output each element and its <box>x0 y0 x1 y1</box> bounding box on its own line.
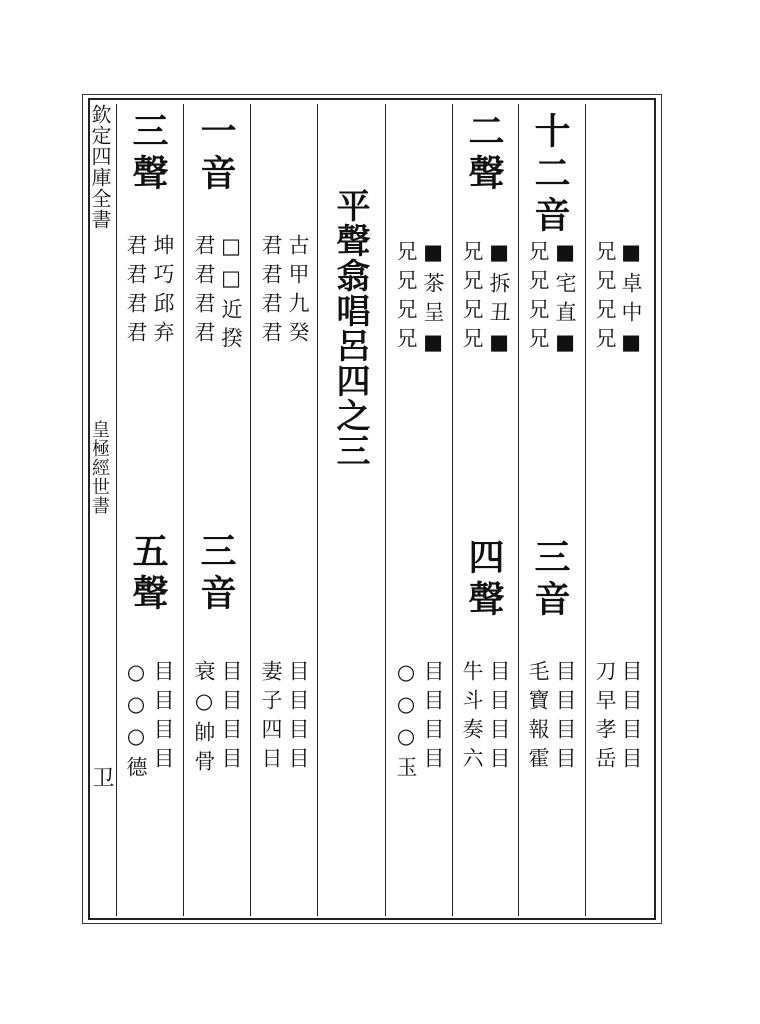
c8-bottom-row1: 目目目目 <box>151 660 175 776</box>
c8-mid-header: 五聲 <box>127 532 169 616</box>
c7-row2: 君君君君 <box>192 234 216 350</box>
c7-header: 一音 <box>195 112 237 196</box>
c3-row2: 兄兄兄兄 <box>460 240 484 356</box>
c6-row2: 君君君君 <box>259 234 283 350</box>
c2-mid-header: 三音 <box>529 538 571 622</box>
c3-top: ■拆丑■ <box>487 240 511 362</box>
column-divider <box>317 104 318 916</box>
column-divider <box>183 104 184 916</box>
c1-row2: 兄兄兄兄 <box>593 240 617 356</box>
c2-row2: 兄兄兄兄 <box>526 240 550 356</box>
c2-header: 十二音 <box>529 112 571 238</box>
column-divider <box>116 104 117 916</box>
c4-top: ■茶呈■ <box>421 240 445 362</box>
c1-bottom-row1: 目目目目 <box>619 660 643 776</box>
c4-bottom-row1: 目目目目 <box>421 660 445 776</box>
c2-bottom-row1: 目目目目 <box>553 660 577 776</box>
c7-bottom-row1: 目目目目 <box>219 660 243 776</box>
c6-bottom-row1: 目目目目 <box>286 660 310 776</box>
column-divider <box>518 104 519 916</box>
c8-top: 坤巧邱弃 <box>151 234 175 350</box>
page-title: 平聲翕唱呂四之三 <box>330 188 370 468</box>
c7-bottom-row2: 衰○帥骨 <box>192 660 216 779</box>
c1-top: ■卓中■ <box>619 240 643 362</box>
c1-bottom-row2: 刀早孝岳 <box>593 660 617 776</box>
c4-row2: 兄兄兄兄 <box>394 240 418 356</box>
c7-mid-header: 三音 <box>195 532 237 616</box>
column-divider <box>250 104 251 916</box>
c2-bottom-row2: 毛寶報霍 <box>526 660 550 776</box>
column-divider <box>585 104 586 916</box>
c7-top: □□近揆 <box>219 234 243 356</box>
c3-mid-header: 四聲 <box>463 538 505 622</box>
margin-page-mark: 卫 <box>89 766 114 789</box>
margin-section: 皇極經世書 <box>89 420 110 515</box>
c8-header: 三聲 <box>127 112 169 196</box>
c2-top: ■宅直■ <box>553 240 577 362</box>
margin-book-title: 欽定四庫全書 <box>88 104 112 230</box>
c8-row2: 君君君君 <box>124 234 148 350</box>
column-divider <box>385 104 386 916</box>
c3-bottom-row1: 目目目目 <box>487 660 511 776</box>
c8-bottom-row2: ○○○德 <box>124 660 148 785</box>
c6-bottom-row2: 妻子四日 <box>259 660 283 776</box>
column-divider <box>452 104 453 916</box>
c6-top: 古甲九癸 <box>286 234 310 350</box>
c3-bottom-row2: 牛斗奏六 <box>460 660 484 776</box>
c4-bottom-row2: ○○○玉 <box>394 660 418 785</box>
c3-header: 二聲 <box>463 112 505 196</box>
